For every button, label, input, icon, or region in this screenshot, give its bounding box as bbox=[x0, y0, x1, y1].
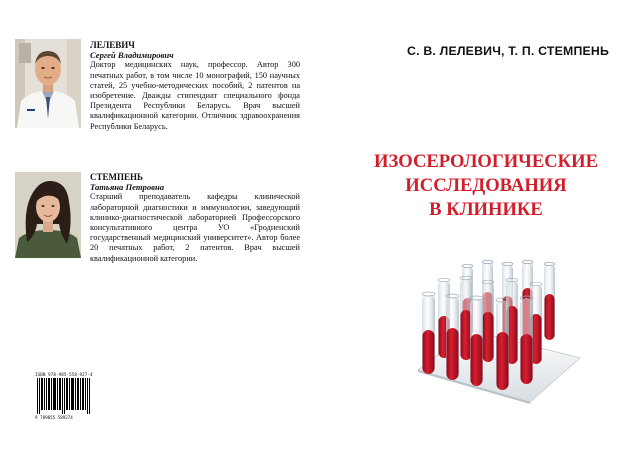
author-1-description: Доктор медицинских наук, профессор. Автор 300 печатных работ, в том числе 10 монографий, 150 научных статей, 25 учебно-методических пособий, 2 патентов на изобретение. Дважды стипендиат специального фонда Президента Республики Беларусь. Врач высшей квалификационной категории. Отличник здравоохранения Республики Беларусь. bbox=[90, 60, 300, 131]
author-2-photo bbox=[15, 172, 81, 258]
title-line-1: ИЗОСЕРОЛОГИЧЕСКИЕ bbox=[373, 151, 598, 172]
author-2-name: Татьяна Петровна bbox=[90, 182, 165, 193]
author-1-name: Сергей Владимирович bbox=[90, 50, 174, 61]
isbn-barcode bbox=[35, 372, 95, 420]
author-1-surname: ЛЕЛЕВИЧ bbox=[90, 40, 135, 50]
isbn-top-label: ISBN 978-985-558-927-4 bbox=[35, 372, 93, 377]
title-line-3: В КЛИНИКЕ bbox=[429, 199, 543, 220]
book-title bbox=[364, 150, 608, 222]
back-cover bbox=[0, 0, 312, 454]
author-2-surname: СТЕМПЕНЬ bbox=[90, 172, 143, 182]
author-1-bio bbox=[90, 40, 300, 132]
test-tubes-illustration bbox=[408, 258, 584, 404]
authors-line: С. В. ЛЕЛЕВИЧ, Т. П. СТЕМПЕНЬ bbox=[407, 44, 609, 58]
title-line-2: ИССЛЕДОВАНИЯ bbox=[405, 175, 567, 196]
author-1-photo bbox=[15, 39, 81, 128]
author-2-description: Старший преподаватель кафедры клинической лабораторной диагностики и иммунологии, заведующий клинико-диагностической лабораторией Профессорского консультативного центра УО «Гродненский государственный медицинский университет». Автор более 20 печатных работ, 2 патентов. Врач высшей квалификационной категории. bbox=[90, 192, 300, 263]
isbn-bottom-label: 9 789855 589274 bbox=[35, 415, 73, 420]
author-2-bio bbox=[90, 172, 300, 264]
barcode-bars bbox=[35, 378, 95, 414]
